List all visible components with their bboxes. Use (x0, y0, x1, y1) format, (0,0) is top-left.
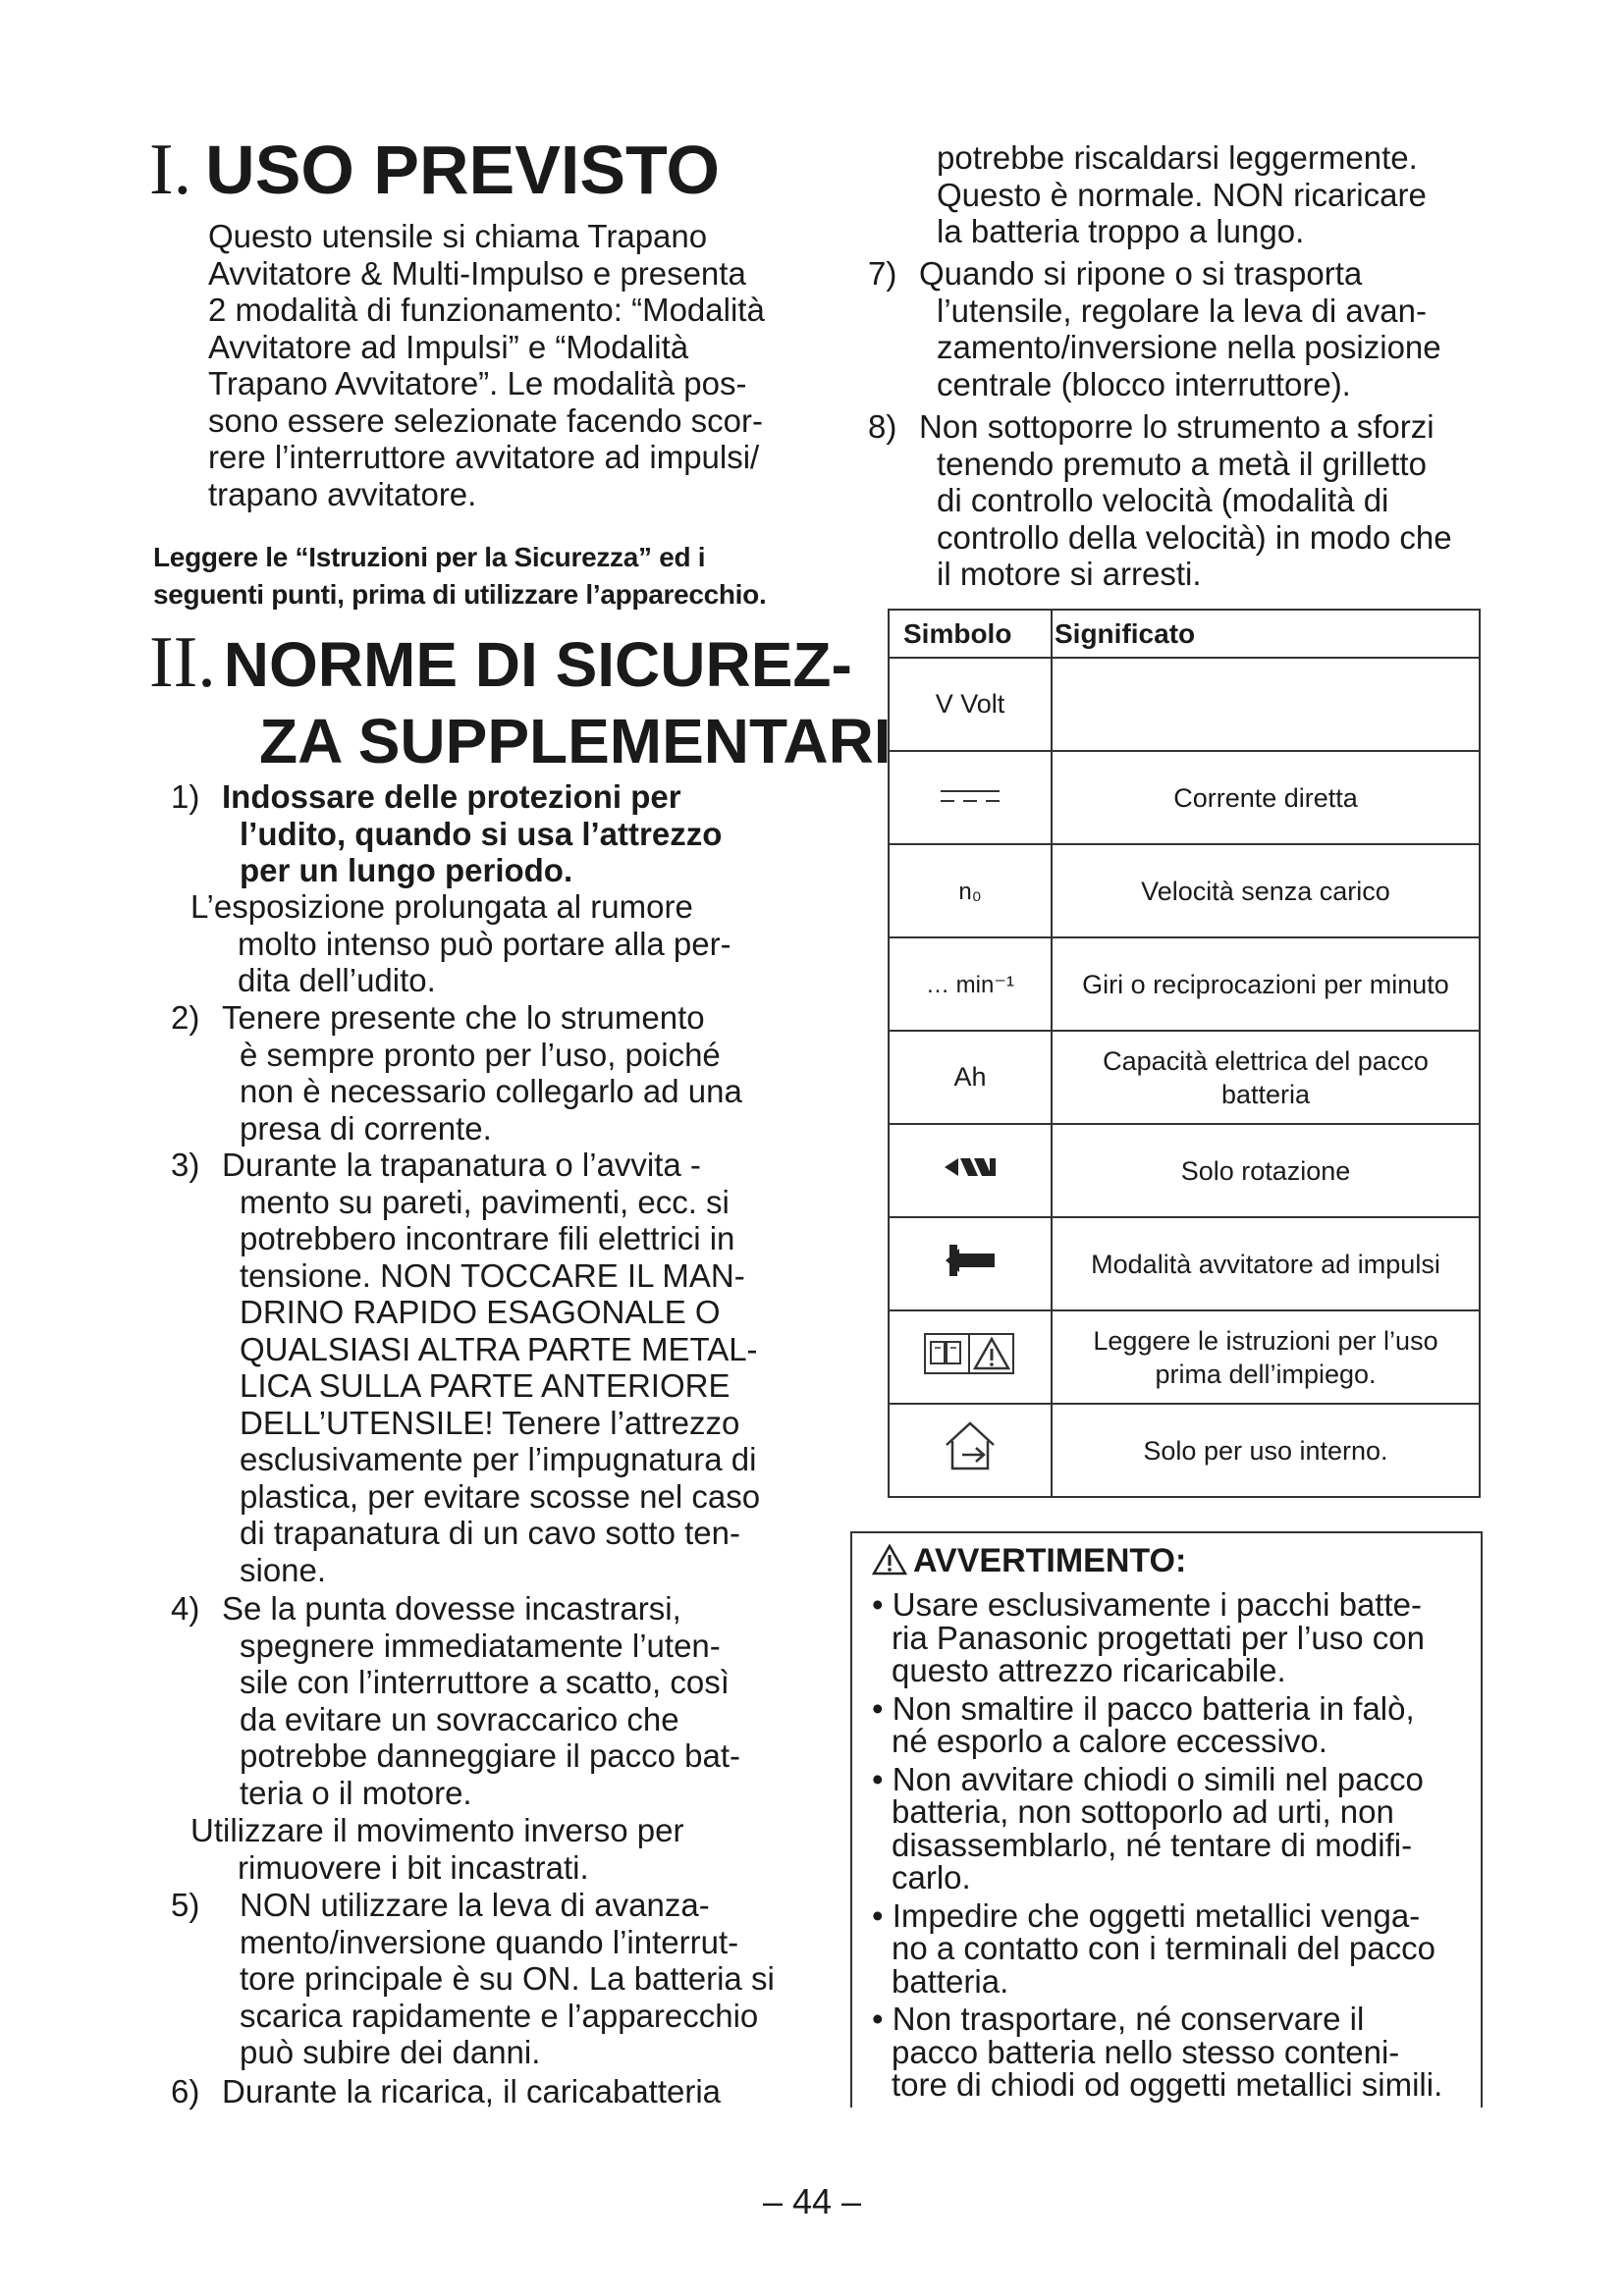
warning-list (868, 1588, 1481, 2107)
warning-triangle-icon (872, 1544, 907, 1575)
rotation-only-symbol (889, 1124, 1052, 1217)
read-manual-meaning-text: Leggere le istruzioni per l’uso prima dell’impiego. (1093, 1325, 1438, 1389)
read-manual-icon (923, 1330, 1017, 1377)
text-line: Avvitatore & Multi-Impulso e presenta (208, 254, 746, 292)
warning-bullet: • Impedire che oggetti metallici venga- no a contatto con i terminali del pacco batteria. (872, 1896, 1435, 2000)
ah-text: Ah (953, 1062, 987, 1092)
text-line: Durante la trapanatura o l’avvita - (222, 1147, 701, 1183)
impact-mode-meaning: Modalità avvitatore ad impulsi (1052, 1217, 1480, 1310)
section-1-roman: I. (149, 130, 192, 210)
text-line: Quando si ripone o si trasporta (919, 255, 1363, 292)
text-line: potrebbe riscaldarsi leggermente. (937, 139, 1418, 176)
text-line: centrale (blocco interruttore). (937, 365, 1351, 402)
header-meaning: Significato (1052, 610, 1480, 658)
text-line: potrebbe danneggiare il pacco bat- (240, 1737, 741, 1774)
impact-mode-icon (944, 1241, 997, 1280)
text-line: la batteria troppo a lungo. (937, 213, 1305, 249)
text-line: zamento/inversione nella posizione (937, 329, 1441, 365)
table-header-row (889, 610, 1480, 658)
text-line: è sempre pronto per l’uso, poiché (240, 1036, 721, 1073)
text-line: di controllo velocità (modalità di (937, 482, 1389, 518)
text-line: sione. (240, 1551, 327, 1588)
table-row (889, 1124, 1480, 1217)
text-line: Se la punta dovesse incastrarsi, (222, 1590, 681, 1627)
item-4-text (222, 1590, 831, 1811)
rpm-text: … min⁻¹ (926, 972, 1014, 998)
volt-text: V Volt (935, 689, 1005, 719)
text-line: DELL’UTENSILE! Tenere l’attrezzo (240, 1404, 740, 1441)
item-number: 8) (868, 408, 897, 445)
volt-symbol (889, 658, 1052, 751)
rotation-only-meaning: Solo rotazione (1052, 1124, 1480, 1217)
section-2-title-line2: ZA SUPPLEMENTARI (259, 706, 892, 776)
text-line: Non sottoporre lo strumento a sforzi (919, 408, 1435, 445)
text-line: mento su pareti, pavimenti, ecc. si (240, 1183, 730, 1220)
item-number: 3) (171, 1147, 200, 1183)
text-line: sile con l’interruttore a scatto, così (240, 1664, 730, 1700)
text-line: trapano avvitatore. (208, 475, 477, 512)
item-number: 1) (171, 778, 200, 815)
volt-meaning (1052, 658, 1480, 751)
ah-symbol (889, 1031, 1052, 1124)
text-line: per un lungo periodo. (240, 852, 573, 888)
no-load-meaning: Velocità senza carico (1052, 844, 1480, 937)
text-line: NON utilizzare la leva di avanza- (240, 1887, 710, 1923)
warning-box (850, 1531, 1483, 2108)
item-number: 2) (171, 999, 200, 1036)
table-row (889, 1031, 1480, 1124)
text-line: Questo è normale. NON ricaricare (937, 176, 1427, 213)
warning-title-text: AVVERTIMENTO: (913, 1542, 1187, 1579)
text-line: seguenti punti, prima di utilizzare l’apparecchio. (153, 579, 767, 610)
dc-current-meaning: Corrente diretta (1052, 751, 1480, 844)
warning-title (872, 1541, 1186, 1580)
text-line: plastica, per evitare scosse nel caso (240, 1477, 761, 1515)
header-symbol: Simbolo (889, 610, 1052, 658)
text-line: QUALSIASI ALTRA PARTE METAL- (240, 1330, 758, 1367)
dc-current-icon (939, 786, 1001, 806)
text-line: 2 modalità di funzionamento: “Modalità (208, 292, 765, 328)
text-line: tenendo premuto a metà il grilletto (937, 445, 1427, 482)
section-2-title-line1: NORME DI SICUREZ- (223, 629, 852, 700)
rpm-meaning: Giri o reciprocazioni per minuto (1052, 937, 1480, 1031)
read-manual-symbol (889, 1310, 1052, 1404)
text-line: rere l’interruttore avvitatore ad impulsi/ (208, 439, 760, 475)
indoor-use-meaning: Solo per uso interno. (1052, 1404, 1480, 1497)
text-line: LICA SULLA PARTE ANTERIORE (240, 1367, 731, 1404)
text-line: molto intenso può portare alla per- (238, 925, 731, 962)
no-load-symbol (889, 844, 1052, 937)
table-row (889, 751, 1480, 844)
indoor-use-symbol (889, 1404, 1052, 1497)
warning-bullet: • Usare esclusivamente i pacchi batte- ria Panasonic progettati per l’uso con questo attrezzo ricaricabile. (872, 1586, 1425, 1688)
text-line: esclusivamente per l’impugnatura di (240, 1441, 757, 1477)
item-number: 7) (868, 255, 897, 292)
text-line: Indossare delle protezioni per (222, 778, 681, 815)
item-1-bold-text (222, 778, 831, 889)
text-line: tensione. NON TOCCARE IL MAN- (240, 1256, 745, 1294)
text-line: di trapanatura di un cavo sotto ten- (240, 1515, 740, 1551)
warning-bullet: • Non smaltire il pacco batteria in falò, né esporlo a calore eccessivo. (872, 1689, 1415, 1759)
ah-meaning-text: Capacità elettrica del pacco batteria (1103, 1045, 1429, 1109)
section-1-title: USO PREVISTO (205, 132, 720, 208)
text-line: DRINO RAPIDO ESAGONALE O (240, 1294, 721, 1330)
text-line: mento/inversione quando l’interrut- (240, 1923, 739, 1960)
text-line: Tenere presente che lo strumento (222, 999, 705, 1036)
text-line: da evitare un sovraccarico che (240, 1700, 679, 1737)
text-line: spegnere immediatamente l’uten- (240, 1627, 721, 1664)
warning-bullet: • Non avvitare chiodi o simili nel pacco batteria, non sottoporlo ad urti, non disassemblarlo, né tentare di modifi- carlo. (872, 1760, 1424, 1896)
item-2-text (222, 999, 831, 1147)
item-6-text-continued (937, 139, 1487, 250)
item-5-text (240, 1887, 848, 2071)
item-1-text (190, 888, 839, 999)
text-line: sono essere selezionate facendo scor- (208, 401, 763, 439)
item-number: 6) (171, 2073, 200, 2109)
text-line: controllo della velocità) in modo che (937, 518, 1452, 556)
text-line: Durante la ricarica, il caricabatteria (222, 2073, 722, 2109)
text-line: Trapano Avvitatore”. Le modalità pos- (208, 365, 747, 401)
table-row (889, 937, 1480, 1031)
text-line: rimuovere i bit incastrati. (238, 1848, 589, 1886)
ah-meaning (1052, 1031, 1480, 1124)
item-number: 4) (171, 1590, 200, 1627)
table-row (889, 658, 1480, 751)
item-number: 5) (171, 1887, 200, 1923)
text-line: l’udito, quando si usa l’attrezzo (240, 815, 723, 852)
text-line: tore principale è su ON. La batteria si (240, 1960, 775, 1997)
item-8-text (919, 408, 1508, 593)
item-7-text (919, 255, 1498, 402)
text-line: Questo utensile si chiama Trapano (208, 218, 708, 254)
symbol-table (888, 609, 1481, 1498)
text-line: scarica rapidamente e l’apparecchio (240, 1997, 759, 2034)
table-row (889, 1404, 1480, 1497)
section-1-paragraph (208, 218, 817, 512)
section-1-heading (149, 130, 720, 210)
text-line: l’utensile, regolare la leva di avan- (937, 292, 1427, 329)
indoor-use-icon (941, 1419, 1000, 1474)
item-4-extra-text (190, 1812, 839, 1886)
item-6-text-start (222, 2073, 831, 2110)
item-3-text (222, 1147, 840, 1588)
text-line: il motore si arresti. (937, 556, 1202, 592)
text-line: presa di corrente. (240, 1109, 492, 1147)
text-line: non è necessario collegarlo ad una (240, 1073, 742, 1109)
table-row (889, 844, 1480, 937)
section-2-heading (149, 624, 892, 779)
text-line: può subire dei danni. (240, 2034, 541, 2070)
rpm-symbol (889, 937, 1052, 1031)
text-line: potrebbero incontrare fili elettrici in (240, 1220, 735, 1256)
text-line: Avvitatore ad Impulsi” e “Modalità (208, 328, 689, 365)
rotation-only-icon (941, 1152, 1000, 1182)
read-manual-meaning (1052, 1310, 1480, 1404)
text-line: dita dell’udito. (238, 962, 436, 998)
warning-bullet: • Non trasportare, né conservare il pacco batteria nello stesso conteni- tore di chiodi od oggetti metallici simili. (872, 2001, 1443, 2103)
text-line: Leggere le “Istruzioni per la Sicurezza” ed i (153, 542, 706, 572)
page-number: – 44 – (762, 2181, 862, 2221)
impact-mode-symbol (889, 1217, 1052, 1310)
text-line: teria o il motore. (240, 1774, 472, 1811)
table-row (889, 1310, 1480, 1404)
safety-lead-note (153, 539, 840, 614)
no-load-text: n₀ (958, 879, 982, 905)
table-row (889, 1217, 1480, 1310)
dc-current-symbol (889, 751, 1052, 844)
section-2-roman: II. (149, 622, 216, 703)
text-line: Utilizzare il movimento inverso per (190, 1812, 684, 1848)
text-line: L’esposizione prolungata al rumore (190, 888, 693, 925)
